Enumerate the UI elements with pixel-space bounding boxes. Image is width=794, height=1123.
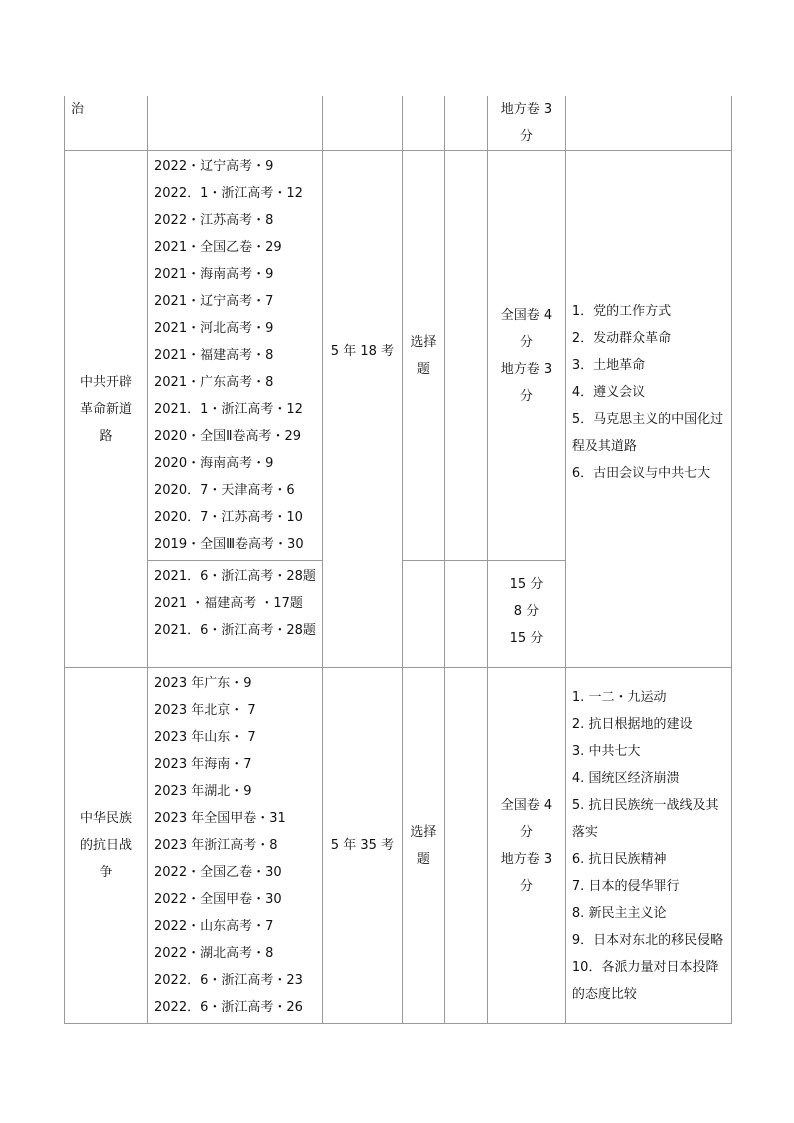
- knowledge-item: 1．党的工作方式: [571, 304, 672, 319]
- source-line: 2022．1・浙江高考・12: [154, 186, 303, 201]
- source-cell: [148, 151, 323, 561]
- source-line: 2021・辽宁高考・7: [154, 294, 274, 309]
- source-line: 2023 年全国甲卷・31: [154, 811, 286, 826]
- topic-cell: [65, 96, 148, 151]
- type-cell: [402, 668, 444, 1024]
- knowledge-item: 3. 中共七大: [571, 743, 641, 759]
- topic-line: 的抗日战: [79, 838, 132, 853]
- source-line: 2021・福建高考・8: [154, 348, 274, 363]
- source-line: 2020．7・江苏高考・10: [154, 510, 303, 525]
- score-cell: [487, 668, 565, 1024]
- score-cell: [487, 151, 565, 561]
- score-line: 分: [519, 334, 533, 350]
- frequency-cell: [322, 96, 402, 151]
- source-line: 2022・全国甲卷・30: [154, 892, 282, 907]
- source-line: 2021・全国乙卷・29: [154, 240, 282, 255]
- source-line: 2020．7・天津高考・6: [154, 483, 295, 498]
- source-line: 2021．6・浙江高考・28题: [154, 569, 316, 584]
- knowledge-item: 2．发动群众革命: [571, 331, 672, 346]
- source-line: 2022・湖北高考・8: [154, 946, 274, 961]
- score-line: 地方卷 3: [500, 102, 553, 117]
- exam-table: [64, 96, 732, 1024]
- source-line: 2023 年浙江高考・8: [154, 838, 278, 853]
- topic-line: 争: [99, 865, 113, 880]
- knowledge-item: 3．土地革命: [571, 358, 646, 373]
- score-line: 分: [519, 824, 533, 840]
- blank-cell: [444, 151, 487, 561]
- knowledge-item: 4．遵义会议: [571, 385, 646, 400]
- source-line: 2021・河北高考・9: [154, 321, 274, 336]
- source-line: 2022・江苏高考・8: [154, 213, 274, 228]
- frequency-text: 5 年 35 考: [330, 838, 395, 853]
- score-cell: [487, 96, 565, 151]
- blank-cell: [444, 561, 487, 668]
- source-line: 2022・全国乙卷・30: [154, 865, 282, 880]
- score-line: 15 分: [509, 631, 544, 646]
- knowledge-cell: [565, 96, 731, 151]
- knowledge-item: 5. 抗日民族统一战线及其落实: [571, 797, 719, 840]
- type-line: 选择: [410, 824, 437, 840]
- score-line: 分: [519, 388, 533, 404]
- type-cell: [402, 561, 444, 668]
- source-line: 2023 年北京・ 7: [154, 703, 256, 718]
- knowledge-item: 4. 国统区经济崩溃: [571, 770, 680, 786]
- score-line: 分: [519, 129, 533, 144]
- score-line: 全国卷 4: [500, 797, 553, 813]
- source-line: 2023 年山东・ 7: [154, 730, 256, 745]
- type-cell: [444, 96, 487, 151]
- source-line: 2021．1・浙江高考・12: [154, 402, 303, 417]
- score-line: 分: [519, 878, 533, 894]
- knowledge-item: 8. 新民主主义论: [571, 905, 667, 921]
- knowledge-item: 10．各派力量对日本投降的态度比较: [571, 959, 719, 1002]
- source-line: 2023 年湖北・9: [154, 784, 252, 799]
- topic-line: 中共开辟: [79, 374, 132, 390]
- source-line: 2021 ・福建高考 ・17题: [154, 596, 303, 611]
- score-line: 地方卷 3: [500, 361, 553, 377]
- knowledge-item: 1. 一二・九运动: [571, 689, 667, 705]
- source-cell: [148, 96, 323, 151]
- knowledge-item: 9．日本对东北的移民侵略: [571, 932, 724, 948]
- blank-cell: [402, 96, 444, 151]
- knowledge-item: 6. 抗日民族精神: [571, 851, 667, 867]
- knowledge-cell: [565, 668, 731, 1024]
- source-line: 2020・全国Ⅱ卷高考・29: [154, 429, 302, 444]
- type-line: 题: [416, 851, 430, 867]
- source-line: 2020・海南高考・9: [154, 456, 274, 471]
- source-line: 2019・全国Ⅲ卷高考・30: [154, 537, 304, 552]
- frequency-cell: [322, 668, 402, 1024]
- source-line: 2021・海南高考・9: [154, 267, 274, 282]
- source-cell: [148, 668, 323, 1024]
- topic-line: 中华民族: [79, 811, 132, 826]
- type-line: 题: [416, 361, 430, 377]
- topic-cell: [65, 668, 148, 1024]
- topic-line: 革命新道: [79, 401, 132, 417]
- type-cell: [402, 151, 444, 561]
- type-line: 选择: [410, 334, 437, 350]
- source-line: 2023 年广东・9: [154, 676, 252, 691]
- source-cell: [148, 561, 323, 668]
- topic-line: 路: [99, 428, 113, 444]
- source-line: 2023 年海南・7: [154, 757, 252, 772]
- score-line: 地方卷 3: [500, 851, 553, 867]
- score-line: 8 分: [513, 604, 540, 619]
- frequency-text: 5 年 18 考: [330, 344, 395, 359]
- frequency-cell: [322, 151, 402, 668]
- table-row: [65, 668, 732, 1024]
- source-line: 2022．6・浙江高考・26: [154, 1000, 303, 1015]
- table-row: [65, 151, 732, 561]
- score-cell: [487, 561, 565, 668]
- knowledge-item: 2. 抗日根据地的建设: [571, 716, 693, 732]
- source-line: 2021．6・浙江高考・28题: [154, 623, 316, 638]
- knowledge-cell: [565, 151, 731, 668]
- source-line: 2021・广东高考・8: [154, 375, 274, 390]
- source-line: 2022・辽宁高考・9: [154, 159, 274, 174]
- topic-cell: [65, 151, 148, 668]
- source-line: 2022・山东高考・7: [154, 919, 274, 934]
- source-line: 2022．6・浙江高考・23: [154, 973, 303, 988]
- knowledge-item: 7. 日本的侵华罪行: [571, 878, 680, 894]
- score-line: 全国卷 4: [500, 307, 553, 323]
- table-row: [65, 96, 732, 151]
- topic-text: 治: [71, 102, 85, 117]
- score-line: 15 分: [509, 577, 544, 592]
- knowledge-item: 6．古田会议与中共七大: [571, 466, 711, 481]
- blank-cell: [444, 668, 487, 1024]
- knowledge-item: 5．马克思主义的中国化过程及其道路: [571, 412, 724, 454]
